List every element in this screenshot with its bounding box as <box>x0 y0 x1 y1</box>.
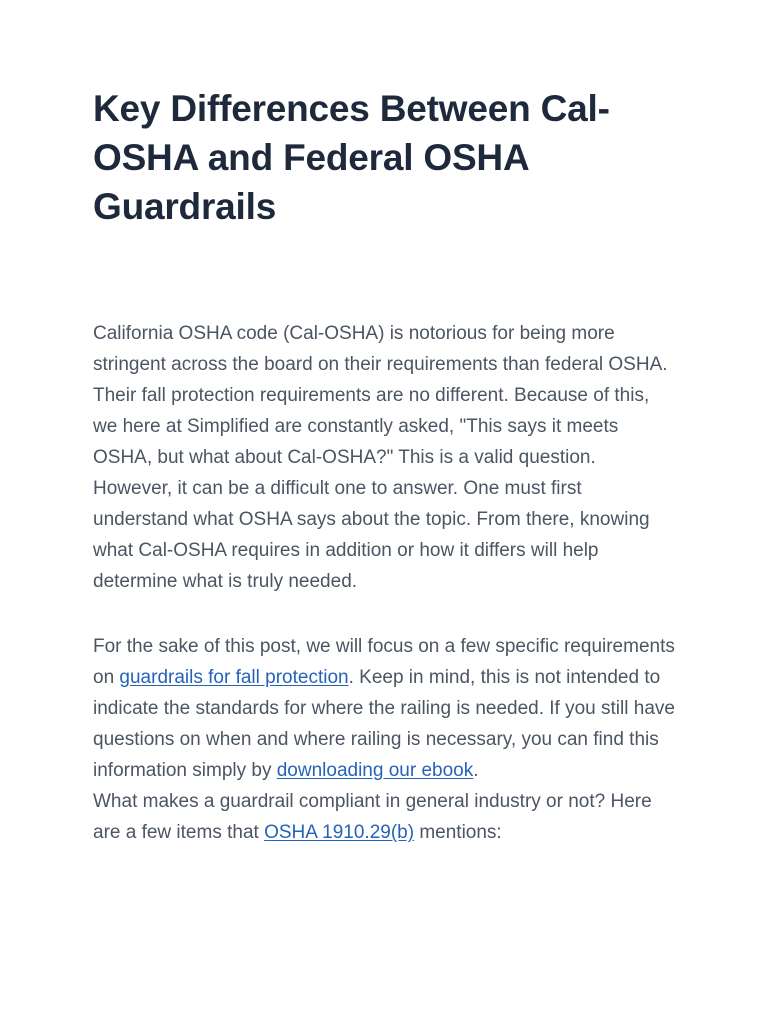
article-title: Key Differences Between Cal-OSHA and Federal OSHA Guardrails <box>93 88 610 227</box>
focus-paragraph-text-2: . Keep in mind, this is not intended to indicate the standards for where the railing is needed. If you still have questions on when and where railing is necessary, you can find this information simply by <box>93 667 675 781</box>
compliance-paragraph-text-1: What makes a guardrail compliant in general industry or not? Here are a few items that <box>93 791 652 843</box>
intro-paragraph: California OSHA code (Cal-OSHA) is notorious for being more stringent across the board on their requirements than federal OSHA. Their fall protection requirements are no different. Because of this, we here at Simplified are constantly asked, "This says it meets OSHA, but what about Cal-OSHA?" This is a valid question. However, it can be a difficult one to answer. One must first understand what OSHA says about the topic. From there, knowing what Cal-OSHA requires in addition or how it differs will help determine what is truly needed. <box>93 323 668 592</box>
guardrails-fall-protection-link[interactable]: guardrails for fall protection <box>119 667 349 688</box>
compliance-paragraph-text-2: mentions: <box>414 822 502 843</box>
focus-paragraph-text-1: For the sake of this post, we will focus on a few specific requirements on <box>93 636 675 688</box>
osha-1910-29b-link[interactable]: OSHA 1910.29(b) <box>264 822 415 843</box>
focus-paragraph <box>93 631 678 786</box>
focus-paragraph-text-3: . <box>473 760 479 781</box>
compliance-paragraph <box>93 786 678 848</box>
article <box>93 84 678 848</box>
download-ebook-link[interactable]: downloading our ebook <box>276 760 474 781</box>
